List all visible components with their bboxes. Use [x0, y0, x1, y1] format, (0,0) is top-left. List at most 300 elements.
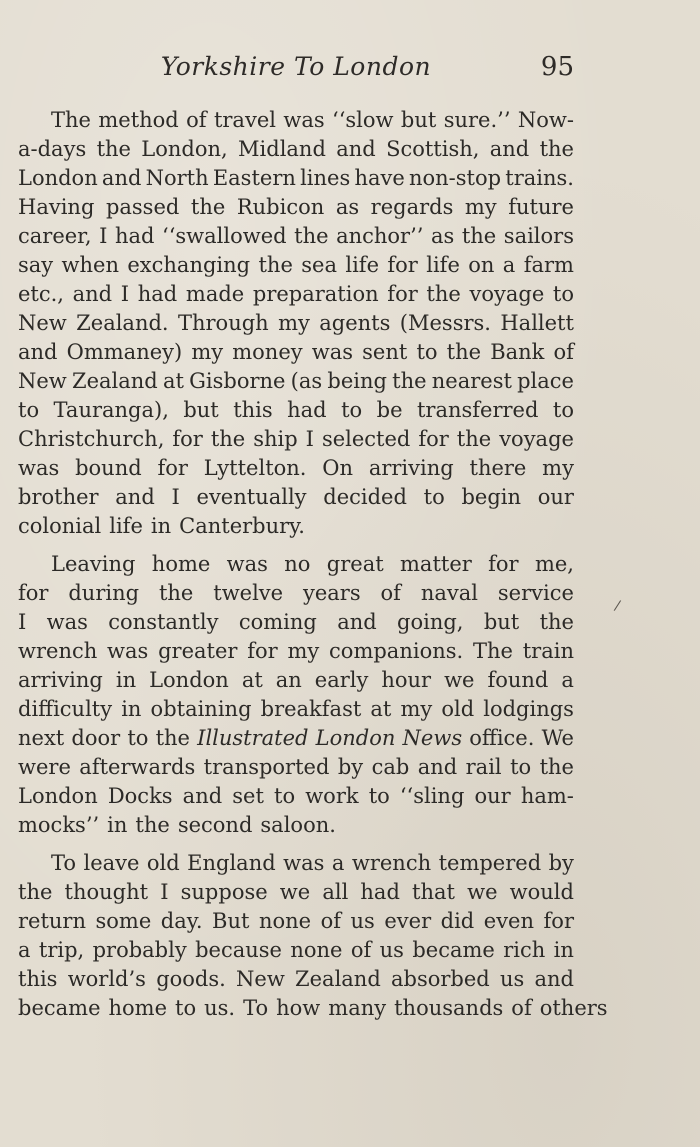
word: for: [488, 552, 519, 576]
word: a-days: [18, 137, 87, 161]
word: Midland: [238, 137, 326, 161]
word: sure.’’: [443, 108, 511, 132]
word: to: [416, 340, 438, 364]
word: home: [108, 996, 168, 1020]
word: Gisborne: [189, 369, 286, 393]
word: by: [337, 755, 364, 779]
word: the: [456, 427, 492, 451]
word: Bank: [490, 340, 545, 364]
word: the: [155, 726, 190, 750]
word: our: [474, 784, 511, 808]
text-line: [18, 454, 574, 483]
word: return: [18, 909, 86, 933]
text-line: [18, 193, 574, 222]
text-line: [18, 811, 574, 840]
word: of: [320, 909, 342, 933]
word: that: [412, 880, 455, 904]
word: years: [303, 581, 361, 605]
word: to: [274, 784, 296, 808]
word: nearest: [431, 369, 512, 393]
word: my: [542, 456, 574, 480]
word: career,: [18, 224, 92, 248]
word: no: [284, 552, 311, 576]
word: goods.: [156, 967, 226, 991]
word: the: [446, 340, 482, 364]
word: New: [18, 369, 67, 393]
word: arriving: [18, 668, 103, 692]
word: New: [18, 311, 67, 335]
word: the: [258, 253, 293, 277]
word: future: [508, 195, 574, 219]
word: transported: [203, 755, 330, 779]
word: in: [107, 813, 128, 837]
word: greater: [158, 639, 238, 663]
text-line: [18, 106, 574, 135]
text-line: [18, 550, 574, 579]
word: the: [539, 610, 574, 634]
word: at: [370, 697, 392, 721]
word: constantly: [108, 610, 219, 634]
word: London: [18, 166, 98, 190]
word: had: [287, 398, 327, 422]
word: (Messrs.: [399, 311, 491, 335]
word: none: [258, 909, 312, 933]
word: for: [157, 456, 188, 480]
word: and: [115, 485, 155, 509]
word: in: [121, 697, 142, 721]
word: have: [354, 166, 405, 190]
word: Ommaney): [66, 340, 183, 364]
word: this: [18, 967, 58, 991]
word: trains.: [505, 166, 574, 190]
word: Zealand.: [76, 311, 169, 335]
word: all: [322, 880, 349, 904]
word: the: [135, 813, 170, 837]
word: leave: [83, 851, 140, 875]
word: naval: [420, 581, 478, 605]
word: great: [326, 552, 384, 576]
word: sent: [362, 340, 408, 364]
word: voyage: [469, 282, 545, 306]
word: Rubicon: [236, 195, 325, 219]
word: and: [534, 967, 574, 991]
word: to: [552, 282, 574, 306]
word: I: [99, 224, 108, 248]
running-head: [18, 52, 574, 92]
word: London: [149, 668, 229, 692]
word: for: [387, 282, 418, 306]
word: the: [426, 282, 461, 306]
text-line: [18, 579, 574, 608]
text-line: [18, 338, 574, 367]
word: arriving: [368, 456, 454, 480]
word: found: [487, 668, 549, 692]
word: anchor’’: [336, 224, 424, 248]
word: London: [18, 784, 98, 808]
word: Lyttelton.: [203, 456, 307, 480]
word: a: [561, 668, 574, 692]
word: the: [96, 137, 131, 161]
margin-mark: /: [613, 597, 622, 615]
text-line: [18, 936, 574, 965]
word: mocks’’: [18, 813, 100, 837]
word: became: [412, 938, 495, 962]
word: tempered: [438, 851, 542, 875]
word: coming: [238, 610, 317, 634]
word: a: [502, 253, 516, 277]
word: ever: [384, 909, 432, 933]
word: office.: [469, 726, 535, 750]
text-line: [18, 164, 574, 193]
word: thought: [64, 880, 149, 904]
word: companions.: [329, 639, 464, 663]
word: we: [444, 668, 475, 692]
word: bound: [75, 456, 142, 480]
text-line: [18, 280, 574, 309]
word: North: [145, 166, 209, 190]
word: probably: [92, 938, 187, 962]
word: door: [71, 726, 121, 750]
word: we: [467, 880, 498, 904]
word: next: [18, 726, 65, 750]
word: for: [247, 639, 278, 663]
word: when: [61, 253, 119, 277]
word: Having: [18, 195, 95, 219]
word: us: [379, 938, 404, 962]
word: of: [380, 581, 401, 605]
word: money: [232, 340, 303, 364]
word: ‘‘sling: [399, 784, 465, 808]
word: us: [499, 967, 525, 991]
word: and: [101, 166, 142, 190]
word: transferred: [416, 398, 539, 422]
word: me,: [534, 552, 574, 576]
word: for: [18, 581, 49, 605]
word: was: [283, 108, 325, 132]
word: but: [400, 108, 437, 132]
word: this: [233, 398, 273, 422]
word: others: [539, 996, 608, 1020]
word: my: [464, 195, 497, 219]
word: I: [305, 427, 314, 451]
word: The: [472, 639, 513, 663]
word: by: [548, 851, 574, 875]
word: cab: [371, 755, 410, 779]
word: for: [418, 427, 449, 451]
word: twelve: [213, 581, 284, 605]
word: many: [328, 996, 387, 1020]
word: us: [350, 909, 375, 933]
paragraph: [18, 849, 608, 1023]
word: the: [18, 880, 53, 904]
word: old: [146, 851, 180, 875]
word: a: [18, 938, 31, 962]
word: in: [150, 514, 172, 538]
text-line: [18, 724, 574, 753]
word: regards: [370, 195, 454, 219]
word: I: [120, 282, 130, 306]
word: my: [191, 340, 224, 364]
word: thousands: [394, 996, 504, 1020]
word: England: [187, 851, 276, 875]
word: life: [426, 253, 460, 277]
word: rail: [465, 755, 502, 779]
word: to: [423, 485, 445, 509]
word: preparation: [252, 282, 379, 306]
word: Leaving: [51, 552, 136, 576]
word: world’s: [67, 967, 146, 991]
text-line: [18, 907, 574, 936]
text-line: [18, 849, 574, 878]
text-line: [18, 425, 574, 454]
word: the: [539, 137, 574, 161]
word: the: [294, 224, 329, 248]
word: exchanging: [127, 253, 251, 277]
word: the: [539, 755, 574, 779]
word: my: [400, 697, 433, 721]
word: going,: [397, 610, 464, 634]
word: my: [287, 639, 320, 663]
word: as: [431, 224, 455, 248]
word: our: [537, 485, 574, 509]
word: to: [127, 726, 149, 750]
text-line: [18, 367, 574, 396]
word: the: [392, 369, 427, 393]
word: London,: [141, 137, 228, 161]
word: rich: [503, 938, 546, 962]
word: and: [417, 755, 458, 779]
word: afterwards: [79, 755, 196, 779]
word: sea: [301, 253, 337, 277]
word: work: [305, 784, 359, 808]
word: some: [95, 909, 152, 933]
word: Tauranga),: [53, 398, 169, 422]
word: at: [162, 369, 184, 393]
paragraph: [18, 106, 574, 541]
word: method: [98, 108, 179, 132]
word: but: [483, 610, 520, 634]
text-line: [18, 666, 574, 695]
word: in: [115, 668, 137, 692]
word: and: [182, 784, 223, 808]
word: London: [315, 726, 396, 750]
word: an: [275, 668, 302, 692]
word: breakfast: [260, 697, 362, 721]
text-line: [18, 994, 608, 1023]
word: to: [510, 755, 532, 779]
word: absorbed: [391, 967, 490, 991]
word: would: [509, 880, 574, 904]
text-line: [18, 222, 574, 251]
word: how: [276, 996, 321, 1020]
word: I: [171, 485, 180, 509]
text-line: [18, 512, 574, 541]
word: suppose: [180, 880, 268, 904]
text-line: [18, 483, 574, 512]
word: at: [241, 668, 263, 692]
word: had: [137, 282, 178, 306]
word: colonial: [18, 514, 102, 538]
word: there: [469, 456, 527, 480]
word: to: [341, 398, 363, 422]
word: Eastern: [212, 166, 296, 190]
word: hour: [381, 668, 432, 692]
word: for: [172, 427, 203, 451]
word: begin: [461, 485, 522, 509]
word: and: [489, 137, 530, 161]
word: life: [109, 514, 143, 538]
word: To: [51, 851, 77, 875]
word: being: [327, 369, 387, 393]
word: To: [243, 996, 269, 1020]
word: train: [522, 639, 574, 663]
word: for: [387, 253, 418, 277]
running-title: Yorkshire To London: [160, 52, 432, 81]
word: Zealand: [71, 369, 158, 393]
word: service: [497, 581, 574, 605]
word: Hallett: [500, 311, 574, 335]
word: for: [543, 909, 574, 933]
word: lines: [300, 166, 351, 190]
word: was: [311, 340, 354, 364]
word: ‘‘slow: [332, 108, 394, 132]
word: because: [195, 938, 282, 962]
word: difficulty: [18, 697, 113, 721]
word: my: [278, 311, 310, 335]
word: to: [175, 996, 197, 1020]
word: matter: [400, 552, 472, 576]
word: non-stop: [408, 166, 502, 190]
word: of: [186, 108, 207, 132]
page-number: 95: [540, 52, 574, 82]
word: was: [18, 456, 60, 480]
word: were: [18, 755, 71, 779]
word: I: [18, 610, 27, 634]
word: the: [461, 224, 497, 248]
word: had: [114, 224, 155, 248]
word: Scottish,: [386, 137, 480, 161]
word: day.: [160, 909, 203, 933]
word: wrench: [351, 851, 432, 875]
word: did: [440, 909, 475, 933]
paragraph: [18, 550, 574, 840]
word: the: [210, 427, 246, 451]
word: was: [107, 639, 149, 663]
word: News: [402, 726, 463, 750]
word: we: [279, 880, 311, 904]
text-line: [18, 251, 574, 280]
word: brother: [18, 485, 99, 509]
text-line: [18, 396, 574, 425]
word: on: [468, 253, 495, 277]
word: ‘‘swallowed: [162, 224, 287, 248]
word: had: [360, 880, 400, 904]
word: in: [553, 938, 574, 962]
text-line: [18, 965, 574, 994]
word: eventually: [196, 485, 307, 509]
word: us.: [204, 996, 236, 1020]
word: to: [552, 398, 574, 422]
word: decided: [323, 485, 407, 509]
word: was: [226, 552, 268, 576]
word: life: [345, 253, 380, 277]
word: say: [18, 253, 54, 277]
word: voyage: [499, 427, 574, 451]
word: etc.,: [18, 282, 64, 306]
word: On: [322, 456, 354, 480]
word: second: [177, 813, 253, 837]
word: and: [18, 340, 58, 364]
word: agents: [319, 311, 391, 335]
text-line: [18, 753, 574, 782]
word: of: [553, 340, 574, 364]
word: selected: [321, 427, 411, 451]
word: set: [232, 784, 264, 808]
word: saloon.: [260, 813, 336, 837]
word: New: [236, 967, 285, 991]
word: old: [441, 697, 475, 721]
word: made: [185, 282, 245, 306]
word: but: [183, 398, 219, 422]
word: to: [368, 784, 390, 808]
word: even: [483, 909, 535, 933]
word: travel: [213, 108, 276, 132]
word: Christchurch,: [18, 427, 165, 451]
word: ship: [253, 427, 298, 451]
word: to: [18, 398, 40, 422]
word: none: [290, 938, 343, 962]
text-line: [18, 695, 574, 724]
word: (as: [290, 369, 323, 393]
word: ham-: [520, 784, 574, 808]
word: of: [511, 996, 532, 1020]
body-text: [18, 106, 608, 1032]
word: sailors: [503, 224, 574, 248]
word: The: [51, 108, 91, 132]
word: early: [314, 668, 369, 692]
word: home: [151, 552, 211, 576]
word: Zealand: [295, 967, 381, 991]
word: of: [350, 938, 372, 962]
word: a: [331, 851, 345, 875]
word: and: [337, 610, 377, 634]
word: be: [376, 398, 403, 422]
word: Now-: [517, 108, 574, 132]
word: and: [72, 282, 113, 306]
word: was: [46, 610, 88, 634]
word: farm: [523, 253, 574, 277]
word: was: [283, 851, 325, 875]
text-line: [18, 309, 574, 338]
word: passed: [105, 195, 180, 219]
word: trip,: [38, 938, 85, 962]
word: wrench: [18, 639, 98, 663]
word: Docks: [107, 784, 173, 808]
word: the: [158, 581, 194, 605]
text-line: [18, 637, 574, 666]
word: obtaining: [150, 697, 252, 721]
word: lodgings: [483, 697, 574, 721]
word: Canterbury.: [179, 514, 305, 538]
text-line: [18, 608, 574, 637]
word: during: [68, 581, 140, 605]
word: place: [517, 369, 574, 393]
text-line: [18, 135, 574, 164]
text-line: [18, 782, 574, 811]
text-line: [18, 878, 574, 907]
word: Illustrated: [197, 726, 309, 750]
word: Through: [177, 311, 269, 335]
